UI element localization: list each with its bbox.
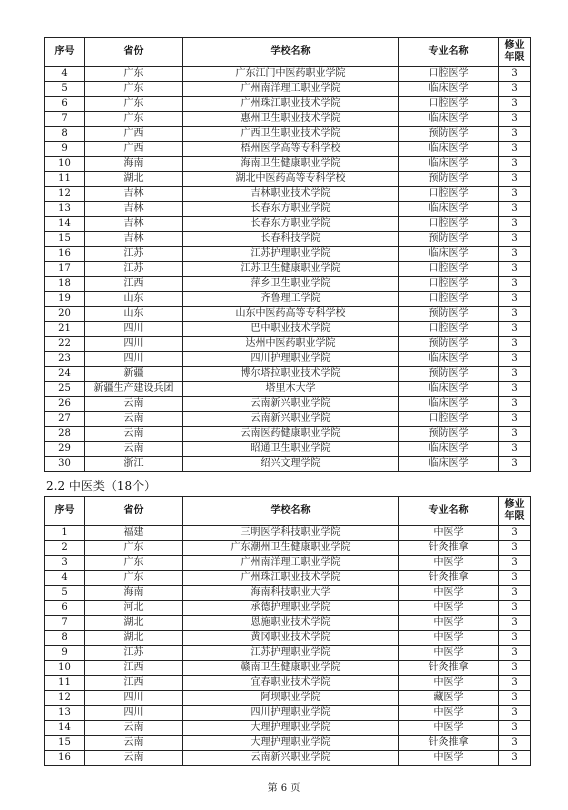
cell-years: 3 — [499, 112, 531, 127]
table-header-row — [45, 497, 531, 526]
cell-years: 3 — [499, 202, 531, 217]
cell-index: 12 — [45, 691, 85, 706]
cell-years: 3 — [499, 541, 531, 556]
cell-years: 3 — [499, 736, 531, 751]
cell-years: 3 — [499, 382, 531, 397]
header-years-line1: 修业 — [504, 40, 525, 51]
cell-school: 江苏护理职业学院 — [183, 247, 399, 262]
cell-major: 中医学 — [399, 706, 499, 721]
cell-years: 3 — [499, 412, 531, 427]
cell-years: 3 — [499, 691, 531, 706]
cell-index: 27 — [45, 412, 85, 427]
table-row — [45, 661, 531, 676]
table-row — [45, 232, 531, 247]
enrollment-table-1 — [44, 37, 531, 472]
cell-province: 四川 — [85, 352, 183, 367]
cell-province: 江苏 — [85, 646, 183, 661]
cell-province: 广西 — [85, 142, 183, 157]
table-body — [45, 67, 531, 472]
cell-major: 口腔医学 — [399, 292, 499, 307]
cell-index: 16 — [45, 751, 85, 766]
cell-school: 江苏卫生健康职业学院 — [183, 262, 399, 277]
cell-school: 巴中职业技术学院 — [183, 322, 399, 337]
cell-index: 10 — [45, 157, 85, 172]
cell-province: 江苏 — [85, 247, 183, 262]
table-row — [45, 382, 531, 397]
cell-index: 16 — [45, 247, 85, 262]
cell-index: 18 — [45, 277, 85, 292]
cell-school: 大理护理职业学院 — [183, 721, 399, 736]
cell-school: 长春科技学院 — [183, 232, 399, 247]
cell-years: 3 — [499, 172, 531, 187]
cell-major: 中医学 — [399, 751, 499, 766]
table-row — [45, 736, 531, 751]
header-years-line1: 修业 — [504, 499, 525, 510]
cell-province: 新疆生产建设兵团 — [85, 382, 183, 397]
cell-major: 中医学 — [399, 646, 499, 661]
cell-major: 预防医学 — [399, 367, 499, 382]
table-row — [45, 616, 531, 631]
cell-years: 3 — [499, 661, 531, 676]
table-row — [45, 571, 531, 586]
cell-index: 28 — [45, 427, 85, 442]
cell-index: 9 — [45, 646, 85, 661]
cell-major: 中医学 — [399, 721, 499, 736]
cell-index: 22 — [45, 337, 85, 352]
cell-school: 江苏护理职业学院 — [183, 646, 399, 661]
cell-years: 3 — [499, 322, 531, 337]
cell-major: 口腔医学 — [399, 97, 499, 112]
cell-school: 广东江门中医药职业学院 — [183, 67, 399, 82]
cell-province: 湖北 — [85, 616, 183, 631]
cell-index: 15 — [45, 232, 85, 247]
cell-school: 云南新兴职业学院 — [183, 412, 399, 427]
cell-province: 云南 — [85, 442, 183, 457]
cell-years: 3 — [499, 676, 531, 691]
cell-years: 3 — [499, 352, 531, 367]
cell-province: 海南 — [85, 586, 183, 601]
table-row — [45, 292, 531, 307]
cell-index: 10 — [45, 661, 85, 676]
cell-province: 吉林 — [85, 217, 183, 232]
cell-province: 江西 — [85, 277, 183, 292]
cell-years: 3 — [499, 67, 531, 82]
cell-major: 预防医学 — [399, 337, 499, 352]
cell-major: 中医学 — [399, 556, 499, 571]
cell-school: 阿坝职业学院 — [183, 691, 399, 706]
cell-major: 口腔医学 — [399, 262, 499, 277]
table-row — [45, 412, 531, 427]
table-row — [45, 631, 531, 646]
cell-years: 3 — [499, 586, 531, 601]
cell-years: 3 — [499, 646, 531, 661]
cell-years: 3 — [499, 307, 531, 322]
cell-province: 海南 — [85, 157, 183, 172]
page-number: 第 6 页 — [267, 783, 301, 794]
cell-school: 广州南洋理工职业学院 — [183, 556, 399, 571]
header-major: 专业名称 — [399, 497, 499, 526]
cell-years: 3 — [499, 427, 531, 442]
cell-major: 预防医学 — [399, 127, 499, 142]
cell-index: 14 — [45, 721, 85, 736]
cell-years: 3 — [499, 262, 531, 277]
cell-school: 大理护理职业学院 — [183, 736, 399, 751]
cell-school: 海南卫生健康职业学院 — [183, 157, 399, 172]
cell-province: 广东 — [85, 112, 183, 127]
table-row — [45, 127, 531, 142]
cell-index: 26 — [45, 397, 85, 412]
cell-province: 云南 — [85, 427, 183, 442]
cell-school: 吉林职业技术学院 — [183, 187, 399, 202]
cell-years: 3 — [499, 706, 531, 721]
cell-index: 17 — [45, 262, 85, 277]
cell-index: 5 — [45, 82, 85, 97]
header-major: 专业名称 — [399, 38, 499, 67]
cell-school: 湖北中医药高等专科学校 — [183, 172, 399, 187]
cell-major: 临床医学 — [399, 142, 499, 157]
cell-province: 吉林 — [85, 187, 183, 202]
cell-major: 口腔医学 — [399, 217, 499, 232]
cell-major: 中医学 — [399, 616, 499, 631]
cell-years: 3 — [499, 631, 531, 646]
cell-years: 3 — [499, 292, 531, 307]
table-row — [45, 676, 531, 691]
table-row — [45, 112, 531, 127]
table-row — [45, 427, 531, 442]
cell-school: 四川护理职业学院 — [183, 706, 399, 721]
cell-school: 山东中医药高等专科学校 — [183, 307, 399, 322]
cell-school: 梧州医学高等专科学校 — [183, 142, 399, 157]
cell-index: 21 — [45, 322, 85, 337]
table-row — [45, 601, 531, 616]
table-row — [45, 397, 531, 412]
cell-index: 14 — [45, 217, 85, 232]
cell-index: 5 — [45, 586, 85, 601]
cell-province: 四川 — [85, 322, 183, 337]
cell-school: 长春东方职业学院 — [183, 202, 399, 217]
cell-major: 中医学 — [399, 631, 499, 646]
cell-years: 3 — [499, 97, 531, 112]
header-province: 省份 — [85, 38, 183, 67]
cell-school: 恩施职业技术学院 — [183, 616, 399, 631]
cell-province: 云南 — [85, 736, 183, 751]
cell-years: 3 — [499, 367, 531, 382]
cell-school: 云南医药健康职业学院 — [183, 427, 399, 442]
cell-province: 广东 — [85, 541, 183, 556]
cell-province: 广西 — [85, 127, 183, 142]
cell-school: 三明医学科技职业学院 — [183, 526, 399, 541]
header-years — [499, 497, 531, 526]
enrollment-table-2 — [44, 496, 531, 766]
cell-school: 海南科技职业大学 — [183, 586, 399, 601]
table-row — [45, 646, 531, 661]
cell-school: 齐鲁理工学院 — [183, 292, 399, 307]
table-row — [45, 187, 531, 202]
cell-major: 临床医学 — [399, 352, 499, 367]
cell-province: 四川 — [85, 337, 183, 352]
cell-school: 云南新兴职业学院 — [183, 397, 399, 412]
table-row — [45, 202, 531, 217]
cell-index: 23 — [45, 352, 85, 367]
cell-index: 2 — [45, 541, 85, 556]
cell-major: 口腔医学 — [399, 322, 499, 337]
table-row — [45, 262, 531, 277]
cell-years: 3 — [499, 571, 531, 586]
cell-index: 12 — [45, 187, 85, 202]
cell-province: 四川 — [85, 706, 183, 721]
cell-index: 19 — [45, 292, 85, 307]
cell-years: 3 — [499, 82, 531, 97]
table-row — [45, 721, 531, 736]
cell-school: 昭通卫生职业学院 — [183, 442, 399, 457]
cell-major: 临床医学 — [399, 202, 499, 217]
cell-major: 预防医学 — [399, 427, 499, 442]
cell-school: 广州南洋理工职业学院 — [183, 82, 399, 97]
cell-index: 13 — [45, 706, 85, 721]
cell-major: 针灸推拿 — [399, 661, 499, 676]
table-row — [45, 157, 531, 172]
cell-index: 13 — [45, 202, 85, 217]
cell-major: 针灸推拿 — [399, 736, 499, 751]
cell-major: 口腔医学 — [399, 187, 499, 202]
cell-index: 7 — [45, 616, 85, 631]
cell-years: 3 — [499, 247, 531, 262]
cell-index: 9 — [45, 142, 85, 157]
cell-major: 预防医学 — [399, 307, 499, 322]
cell-province: 福建 — [85, 526, 183, 541]
cell-province: 江苏 — [85, 262, 183, 277]
cell-major: 临床医学 — [399, 82, 499, 97]
cell-school: 四川护理职业学院 — [183, 352, 399, 367]
cell-major: 中医学 — [399, 676, 499, 691]
cell-major: 中医学 — [399, 526, 499, 541]
cell-index: 4 — [45, 67, 85, 82]
cell-major: 中医学 — [399, 586, 499, 601]
table-row — [45, 352, 531, 367]
table-row — [45, 217, 531, 232]
cell-school: 赣南卫生健康职业学院 — [183, 661, 399, 676]
section-title: 2.2 中医类（18个） — [46, 479, 157, 493]
cell-major: 临床医学 — [399, 397, 499, 412]
cell-years: 3 — [499, 457, 531, 472]
cell-major: 口腔医学 — [399, 67, 499, 82]
cell-province: 广东 — [85, 67, 183, 82]
cell-school: 长春东方职业学院 — [183, 217, 399, 232]
cell-major: 针灸推拿 — [399, 541, 499, 556]
cell-province: 云南 — [85, 751, 183, 766]
cell-index: 29 — [45, 442, 85, 457]
cell-school: 萍乡卫生职业学院 — [183, 277, 399, 292]
cell-province: 河北 — [85, 601, 183, 616]
cell-school: 广东潮州卫生健康职业学院 — [183, 541, 399, 556]
table-row — [45, 97, 531, 112]
table-row — [45, 82, 531, 97]
cell-province: 吉林 — [85, 202, 183, 217]
cell-major: 藏医学 — [399, 691, 499, 706]
cell-province: 江西 — [85, 661, 183, 676]
cell-years: 3 — [499, 721, 531, 736]
header-years-line2: 年限 — [504, 52, 525, 63]
cell-years: 3 — [499, 127, 531, 142]
header-years — [499, 38, 531, 67]
cell-index: 11 — [45, 172, 85, 187]
cell-years: 3 — [499, 526, 531, 541]
cell-province: 新疆 — [85, 367, 183, 382]
cell-index: 24 — [45, 367, 85, 382]
table-row — [45, 556, 531, 571]
cell-major: 临床医学 — [399, 157, 499, 172]
cell-school: 达州中医药职业学院 — [183, 337, 399, 352]
cell-school: 黄冈职业技术学院 — [183, 631, 399, 646]
cell-province: 云南 — [85, 721, 183, 736]
table-body — [45, 526, 531, 766]
table-row — [45, 247, 531, 262]
cell-years: 3 — [499, 187, 531, 202]
table-header-row — [45, 38, 531, 67]
table-row — [45, 526, 531, 541]
header-province: 省份 — [85, 497, 183, 526]
table-row — [45, 337, 531, 352]
cell-index: 11 — [45, 676, 85, 691]
cell-index: 6 — [45, 97, 85, 112]
cell-index: 6 — [45, 601, 85, 616]
table-row — [45, 367, 531, 382]
table-row — [45, 586, 531, 601]
table-row — [45, 751, 531, 766]
cell-years: 3 — [499, 397, 531, 412]
cell-school: 广州珠江职业技术学院 — [183, 97, 399, 112]
cell-index: 8 — [45, 127, 85, 142]
cell-years: 3 — [499, 556, 531, 571]
table-row — [45, 691, 531, 706]
header-index: 序号 — [45, 38, 85, 67]
table-row — [45, 706, 531, 721]
cell-index: 7 — [45, 112, 85, 127]
cell-major: 临床医学 — [399, 112, 499, 127]
cell-major: 临床医学 — [399, 442, 499, 457]
cell-index: 15 — [45, 736, 85, 751]
cell-index: 30 — [45, 457, 85, 472]
cell-index: 3 — [45, 556, 85, 571]
cell-years: 3 — [499, 442, 531, 457]
cell-province: 江西 — [85, 676, 183, 691]
cell-school: 博尔塔拉职业技术学院 — [183, 367, 399, 382]
cell-province: 云南 — [85, 412, 183, 427]
cell-province: 湖北 — [85, 631, 183, 646]
cell-major: 临床医学 — [399, 247, 499, 262]
cell-province: 广东 — [85, 556, 183, 571]
cell-province: 山东 — [85, 292, 183, 307]
cell-major: 临床医学 — [399, 382, 499, 397]
cell-years: 3 — [499, 232, 531, 247]
header-school: 学校名称 — [183, 497, 399, 526]
table-row — [45, 142, 531, 157]
cell-major: 中医学 — [399, 601, 499, 616]
cell-index: 20 — [45, 307, 85, 322]
table-row — [45, 172, 531, 187]
cell-school: 云南新兴职业学院 — [183, 751, 399, 766]
cell-province: 云南 — [85, 397, 183, 412]
cell-major: 口腔医学 — [399, 277, 499, 292]
cell-index: 4 — [45, 571, 85, 586]
cell-school: 广州珠江职业技术学院 — [183, 571, 399, 586]
cell-province: 湖北 — [85, 172, 183, 187]
cell-major: 针灸推拿 — [399, 571, 499, 586]
cell-school: 宜春职业技术学院 — [183, 676, 399, 691]
cell-school: 绍兴文理学院 — [183, 457, 399, 472]
cell-school: 广西卫生职业技术学院 — [183, 127, 399, 142]
cell-province: 广东 — [85, 97, 183, 112]
cell-province: 四川 — [85, 691, 183, 706]
cell-index: 8 — [45, 631, 85, 646]
cell-years: 3 — [499, 157, 531, 172]
cell-school: 塔里木大学 — [183, 382, 399, 397]
cell-years: 3 — [499, 337, 531, 352]
cell-years: 3 — [499, 142, 531, 157]
cell-province: 广东 — [85, 571, 183, 586]
table-row — [45, 322, 531, 337]
table-row — [45, 541, 531, 556]
table-row — [45, 457, 531, 472]
cell-major: 临床医学 — [399, 457, 499, 472]
table-row — [45, 277, 531, 292]
cell-major: 预防医学 — [399, 232, 499, 247]
cell-major: 口腔医学 — [399, 412, 499, 427]
cell-years: 3 — [499, 217, 531, 232]
cell-major: 预防医学 — [399, 172, 499, 187]
cell-years: 3 — [499, 601, 531, 616]
cell-years: 3 — [499, 751, 531, 766]
table-row — [45, 67, 531, 82]
cell-school: 承德护理职业学院 — [183, 601, 399, 616]
cell-province: 吉林 — [85, 232, 183, 247]
cell-index: 25 — [45, 382, 85, 397]
header-index: 序号 — [45, 497, 85, 526]
table-row — [45, 442, 531, 457]
header-years-line2: 年限 — [504, 511, 525, 522]
cell-school: 惠州卫生职业技术学院 — [183, 112, 399, 127]
cell-years: 3 — [499, 277, 531, 292]
cell-province: 山东 — [85, 307, 183, 322]
cell-province: 浙江 — [85, 457, 183, 472]
cell-province: 广东 — [85, 82, 183, 97]
cell-index: 1 — [45, 526, 85, 541]
header-school: 学校名称 — [183, 38, 399, 67]
cell-years: 3 — [499, 616, 531, 631]
table-row — [45, 307, 531, 322]
